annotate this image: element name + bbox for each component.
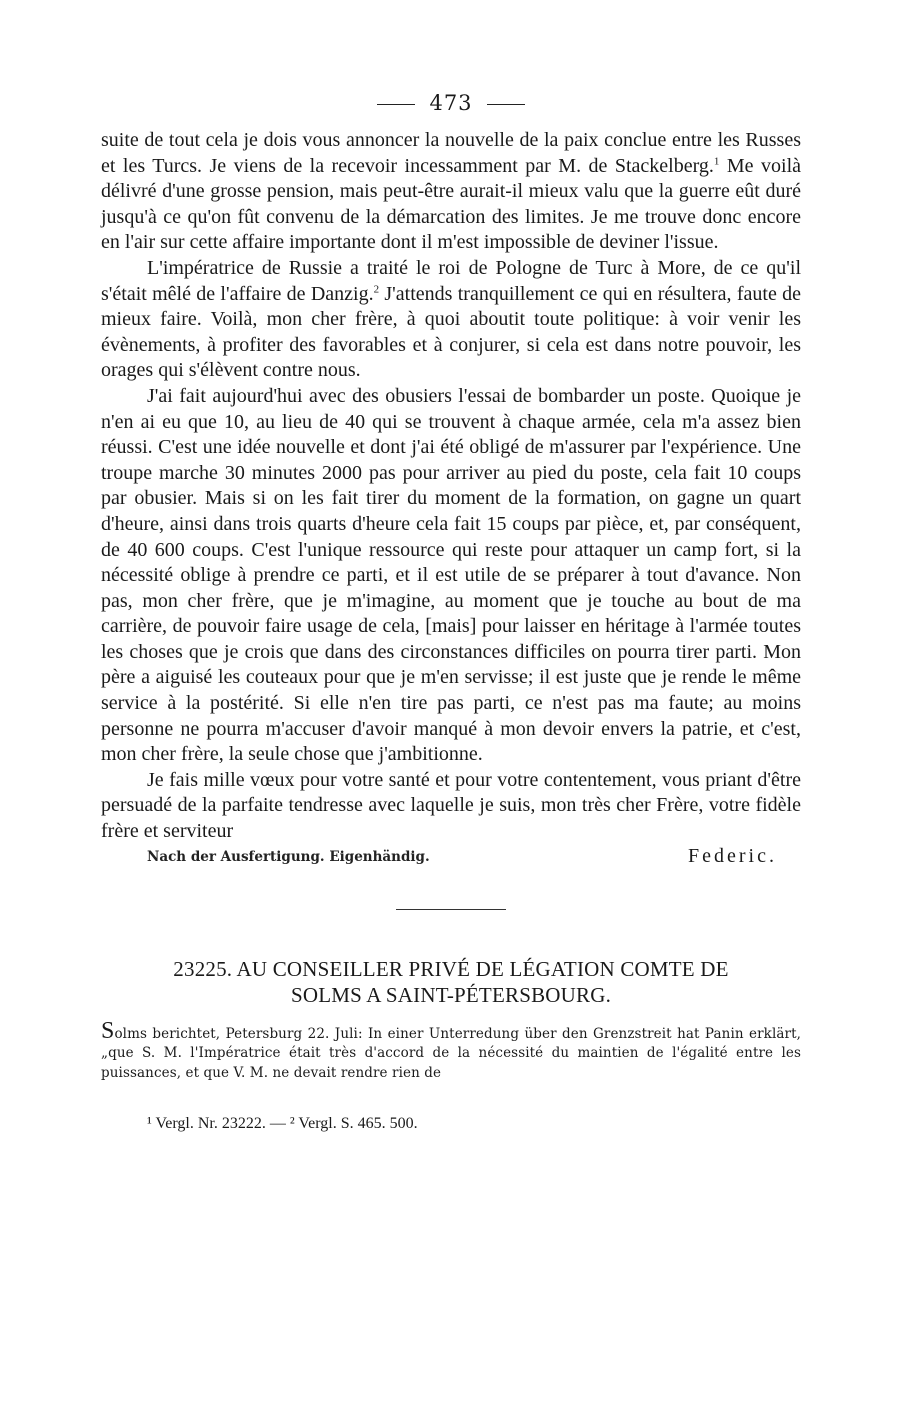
paragraph-1-text-b: Me voilà délivré d'une grosse pension, mais peut-être aurait-il mieux valu que la guerre eût duré jusqu'à ce qu'on fût convenu de la démarcation des limites. Je me trouve donc encore en l'air sur cette affaire importante dont il m'est impossible de deviner l'issue.	[101, 154, 801, 254]
section-separator	[396, 909, 506, 910]
paragraph-1-text-a: suite de tout cela je dois vous annoncer la nouvelle de la paix conclue entre les Russes et les Turcs. Je viens de la recevoir incessamment par M. de Stackelberg.	[101, 129, 801, 177]
document-page	[101, 88, 801, 1133]
page-header	[101, 88, 801, 118]
summary-initial: S	[101, 1017, 115, 1044]
paragraph-1	[101, 128, 801, 256]
page-number: 473	[429, 91, 473, 115]
paragraph-4: Je fais mille vœux pour votre santé et pour votre contentement, vous priant d'être persuadé de la parfaite tendresse avec laquelle je suis, mon très cher Frère, votre fidèle frère et serviteur	[101, 768, 801, 843]
paragraph-2	[101, 256, 801, 384]
footnotes: ¹ Vergl. Nr. 23222. — ² Vergl. S. 465. 500.	[147, 1115, 418, 1133]
letter-title-line-2: SOLMS A SAINT-PÉTERSBOURG.	[290, 982, 612, 1007]
footnote-ref-1: 1	[713, 154, 720, 167]
footnote-ref-2: 2	[373, 282, 380, 295]
letter-summary	[101, 1017, 801, 1084]
letter-title-line-1: AU CONSEILLER PRIVÉ DE LÉGATION COMTE DE	[236, 956, 729, 981]
header-dash-left	[377, 104, 415, 105]
signature: Federic.	[688, 844, 777, 867]
header-dash-right	[487, 104, 525, 105]
closing-row	[101, 844, 801, 877]
paragraph-2-text-b: J'attends tranquillement ce qui en résultera, faute de mieux faire. Voilà, mon cher frère, à quoi aboutit toute politique: à voir venir les évènements, à profiter des favorables et à conjurer, si cela est dans notre pouvoir, les orages qui s'élèvent contre nous.	[101, 282, 801, 382]
source-note: Nach der Ausfertigung. Eigenhändig.	[147, 848, 430, 865]
paragraph-3: J'ai fait aujourd'hui avec des obusiers l'essai de bombarder un poste. Quoique je n'en ai eu que 10, au lieu de 40 qui se trouvent à chaque armée, cela m'a assez bien réussi. C'est une idée nouvelle et dont j'ai été obligé de m'assurer par l'expérience. Une troupe marche 30 minutes 2000 pas pour arriver au pied du poste, cela fait 10 coups par obusier. Mais si on les fait tirer du moment de la formation, on gagne un quart d'heure, ainsi dans trois quarts d'heure cela fait 15 coups par pièce, et, par conséquent, de 40 600 coups. C'est l'unique ressource qui reste pour attaquer un camp fort, si la nécessité oblige à prendre ce parti, et il est utile de se préparer à tout d'avance. Non pas, mon cher frère, que je m'imagine, au moment que je touche au bout de ma carrière, de pouvoir faire usage de cela, [mais] pour laisser en héritage à l'armée toutes les choses que je crois que dans des circonstances difficiles on pourra tirer parti. Mon père a aiguisé les couteaux pour que je m'en servisse; il est juste que je rende le même service à la postérité. Si elle n'en tire pas parti, ce n'est pas ma faute; au moins personne ne pourra m'accuser d'avoir manqué à mon devoir envers la patrie, et c'est, mon cher frère, la seule chose que j'ambitionne.	[101, 384, 801, 766]
paragraph-2-text-a: L'impératrice de Russie a traité le roi de Pologne de Turc à More, de ce qu'il s'était mêlé de l'affaire de Danzig.	[101, 256, 801, 305]
letter-number: 23225.	[173, 956, 233, 981]
letter-heading	[101, 956, 801, 1008]
summary-text: olms berichtet, Petersburg 22. Juli: In einer Unterredung über den Grenzstreit hat Panin erklärt, „que S. M. l'Impératrice était très d'accord de la nécessité du maintien de l'égalité entre les puissances, et que V. M. ne devait rendre rien de	[101, 1025, 801, 1081]
